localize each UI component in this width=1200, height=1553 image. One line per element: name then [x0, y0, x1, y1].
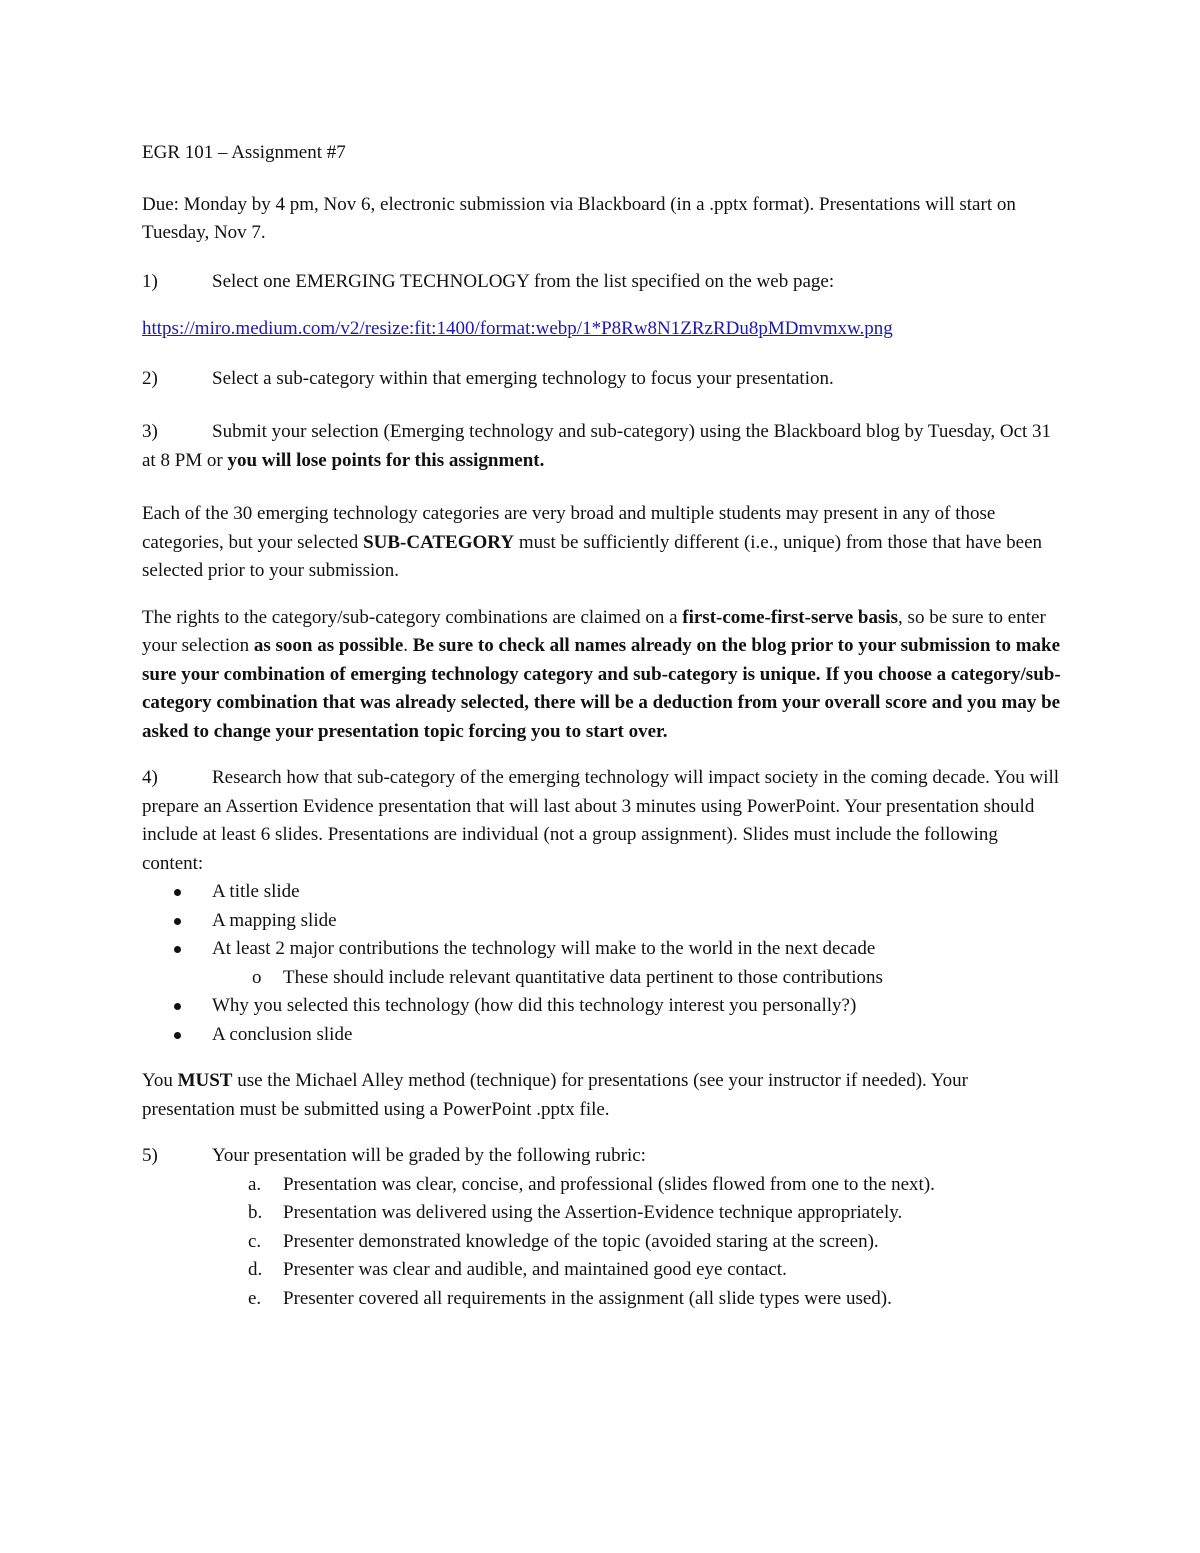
step-number: 5) [142, 1145, 158, 1166]
step-4 [142, 764, 1062, 878]
emphasis-must: MUST [177, 1070, 233, 1091]
rubric-item [142, 1199, 1062, 1228]
paragraph-text: . [403, 635, 413, 656]
list-item [142, 992, 1062, 1021]
step-text: Select one EMERGING TECHNOLOGY from the list specified on the web page: [212, 270, 835, 292]
bullet-icon [174, 918, 181, 925]
emphasis-first-come: first-come-first-serve basis [682, 606, 899, 628]
rubric-item [142, 1228, 1062, 1257]
step-number: 3) [142, 421, 158, 442]
list-item [142, 878, 1062, 907]
method-paragraph [142, 1067, 1062, 1124]
bullet-icon [174, 889, 181, 896]
slide-content-list [142, 878, 1062, 1049]
step-number: 2) [142, 367, 158, 389]
step-1 [142, 268, 1062, 297]
subcategory-paragraph [142, 500, 1062, 586]
due-date-paragraph: Due: Monday by 4 pm, Nov 6, electronic submission via Blackboard (in a .pptx format). Presentations will start on Tuesday, Nov 7. [142, 193, 1016, 243]
paragraph-text: You [142, 1070, 178, 1091]
rubric-text: Presentation was delivered using the Assertion-Evidence technique appropriately. [283, 1202, 903, 1223]
list-item [142, 1021, 1062, 1050]
technology-list-link[interactable]: https://miro.medium.com/v2/resize:fit:1400/format:webp/1*P8Rw8N1ZRzRDu8pMDmvmxw.png [142, 318, 893, 339]
paragraph-text: use the Michael Alley method (technique) for presentations (see your instructor if needed). Your presentation must be submitted using a PowerPoint .pptx file. [142, 1070, 969, 1120]
step-2 [142, 365, 1062, 394]
rubric-letter: a. [248, 1173, 262, 1195]
paragraph-text: The rights to the category/sub-category combinations are claimed on a [142, 606, 683, 628]
rights-paragraph [142, 604, 1062, 747]
document-body [142, 139, 1062, 1313]
emphasis-asap: as soon as possible [253, 635, 404, 656]
step-text: Select a sub-category within that emerging technology to focus your presentation. [212, 367, 834, 389]
list-item [142, 907, 1062, 936]
rubric-list [142, 1171, 1062, 1314]
emphasis-subcategory: SUB-CATEGORY [363, 531, 515, 553]
paragraph-text: must be sufficiently different (i.e., unique) from those that have been selected prior to your submission. [142, 531, 1043, 581]
rubric-letter: c. [248, 1230, 262, 1252]
step-warning: you will lose points for this assignment. [227, 449, 545, 471]
sub-list-item [142, 964, 1062, 993]
step-3 [142, 418, 1062, 475]
assignment-title: EGR 101 – Assignment #7 [142, 142, 346, 163]
bullet-icon [174, 1003, 181, 1010]
bullet-icon [174, 946, 181, 953]
bullet-icon [174, 1032, 181, 1039]
rubric-item [142, 1285, 1062, 1314]
list-item-text: These should include relevant quantitative data pertinent to those contributions [283, 966, 883, 988]
rubric-text: Presenter covered all requirements in the assignment (all slide types were used). [283, 1287, 892, 1309]
step-number: 1) [142, 270, 158, 292]
list-item-text: A mapping slide [212, 909, 337, 931]
rubric-text: Presenter demonstrated knowledge of the topic (avoided staring at the screen). [283, 1230, 879, 1252]
list-item-text: At least 2 major contributions the technology will make to the world in the next decade [212, 938, 876, 959]
step-text: Your presentation will be graded by the following rubric: [212, 1145, 646, 1166]
step-text: Submit your selection (Emerging technology and sub-category) using the Blackboard blog by Tuesday, Oct 31 at 8 PM or [142, 421, 1052, 471]
list-item-text: A title slide [212, 881, 300, 902]
rubric-letter: b. [248, 1202, 263, 1223]
rubric-text: Presentation was clear, concise, and professional (slides flowed from one to the next). [283, 1173, 935, 1195]
step-text: Research how that sub-category of the emerging technology will impact society in the coming decade. You will prepare an Assertion Evidence presentation that will last about 3 minutes using PowerPoint. Your presentation should include at least 6 slides. Presentations are individual (not a group assignment). Slides must include the following content: [142, 767, 1060, 874]
paragraph-text: Each of the 30 emerging technology categories are very broad and multiple students may present in any of those categories, but your selected [142, 503, 996, 553]
rubric-item [142, 1256, 1062, 1285]
list-item-text: A conclusion slide [212, 1023, 353, 1045]
list-item-text: Why you selected this technology (how did this technology interest you personally?) [212, 995, 857, 1016]
rubric-letter: d. [248, 1259, 263, 1280]
list-item [142, 935, 1062, 992]
rubric-item [142, 1171, 1062, 1200]
rubric-letter: e. [248, 1287, 262, 1309]
sub-bullet-marker: o [252, 966, 262, 988]
step-number: 4) [142, 767, 158, 788]
step-5 [142, 1142, 1062, 1171]
rubric-text: Presenter was clear and audible, and maintained good eye contact. [283, 1259, 787, 1280]
emphasis-warning: Be sure to check all names already on the blog prior to your submission to make sure your combination of emerging technology category and sub-category is unique. If you choose a category/sub-category combination that was already selected, there will be a deduction from your overall score and you may be asked to change your presentation topic forcing you to start over. [142, 635, 1061, 742]
paragraph-text: , so be sure to enter your selection [142, 606, 1046, 656]
